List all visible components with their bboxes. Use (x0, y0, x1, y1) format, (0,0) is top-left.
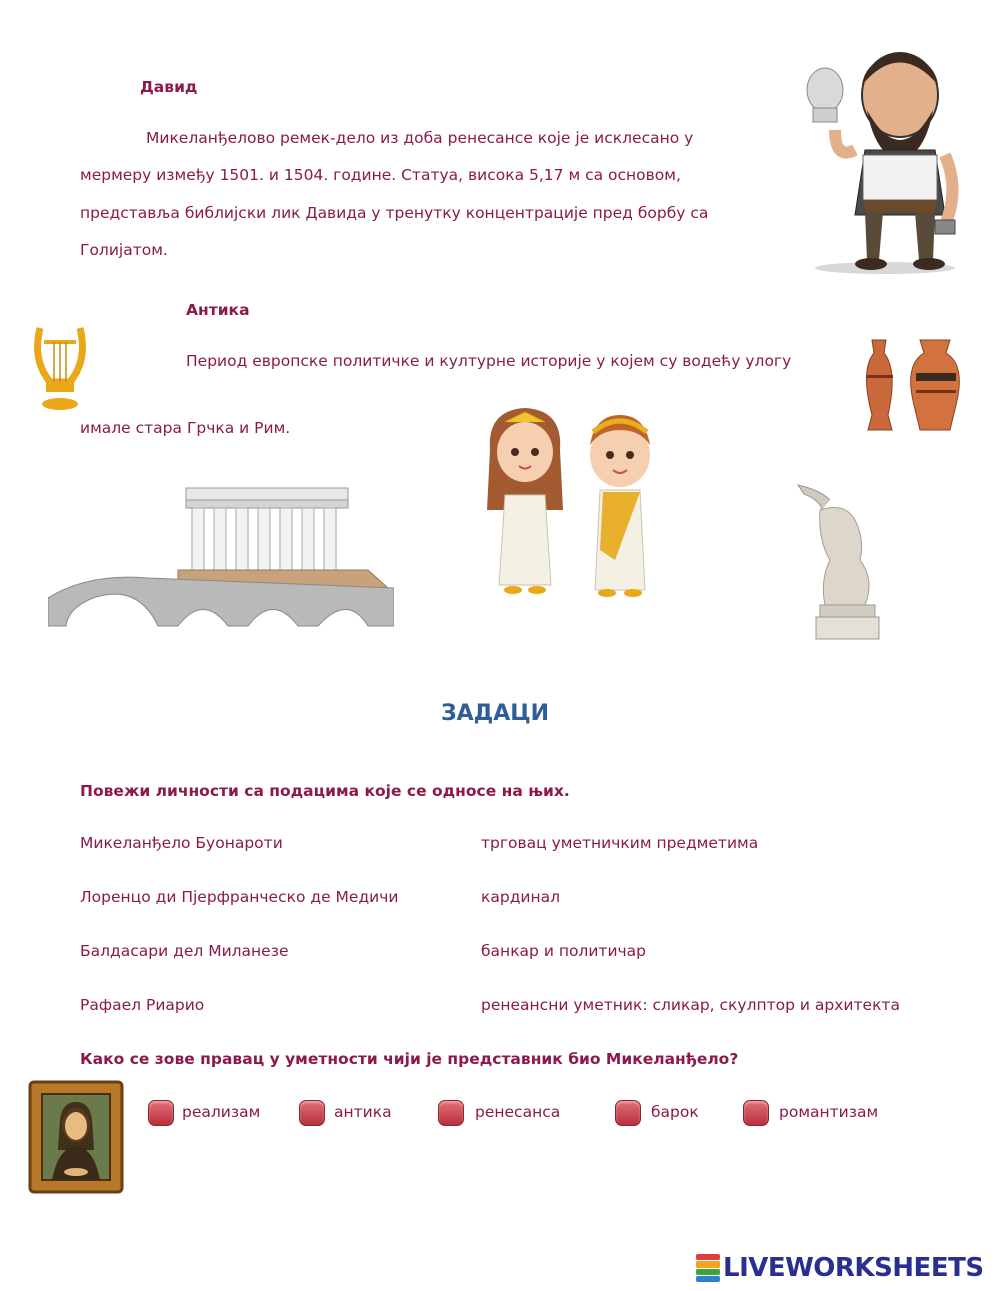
radio-option-renesansa[interactable] (438, 1100, 464, 1126)
antika-text-line-1: Период европске политичке и културне историје у којем су водећу улогу (186, 352, 792, 370)
fact-item[interactable]: кардинал (481, 888, 561, 906)
venus-statue-illustration (790, 480, 890, 645)
fact-item[interactable]: трговац уметничким предметима (481, 834, 759, 852)
radio-option-romantizam[interactable] (743, 1100, 769, 1126)
task2-prompt: Како се зове правац у уметности чији је представник био Микеланђело? (80, 1050, 739, 1068)
radio-option-barok[interactable] (615, 1100, 641, 1126)
temple-illustration (48, 478, 394, 628)
david-text-line-4: Голијатом. (80, 241, 168, 259)
option-label-romantizam[interactable]: романтизам (779, 1103, 879, 1121)
option-label-realism[interactable]: реализам (182, 1103, 261, 1121)
person-item[interactable]: Микеланђело Буонароти (80, 834, 283, 852)
task1-prompt: Повежи личности са подацима које се односе на њих. (80, 782, 570, 800)
mona-lisa-picture-icon (28, 1080, 124, 1194)
liveworksheets-logo (696, 1253, 984, 1283)
radio-option-antika[interactable] (299, 1100, 325, 1126)
michelangelo-illustration (795, 40, 975, 275)
fact-item[interactable]: ренеансни уметник: сликар, скулптор и архитекта (481, 996, 900, 1014)
david-text-line-2: мермеру између 1501. и 1504. године. Статуа, висока 5,17 м са основом, (80, 166, 681, 184)
option-label-renesansa[interactable]: ренесанса (475, 1103, 561, 1121)
option-label-barok[interactable]: барок (651, 1103, 699, 1121)
tasks-title: ЗАДАЦИ (441, 701, 550, 726)
david-text-line-3: представља библијски лик Давида у тренутку концентрације пред борбу са (80, 204, 709, 222)
lyre-icon (30, 320, 90, 412)
greek-children-illustration (475, 400, 675, 600)
person-item[interactable]: Рафаел Риарио (80, 996, 205, 1014)
person-item[interactable]: Лоренцо ди Пјерфранческо де Медичи (80, 888, 399, 906)
antika-heading: Антика (186, 301, 250, 319)
fact-item[interactable]: банкар и политичар (481, 942, 647, 960)
vases-icon (858, 335, 968, 435)
person-item[interactable]: Балдасари дел Миланезе (80, 942, 289, 960)
radio-option-realism[interactable] (148, 1100, 174, 1126)
liveworksheets-logo-text: LIVEWORKSHEETS (723, 1253, 984, 1283)
david-heading: Давид (140, 78, 198, 96)
antika-text-line-2: имале стара Грчка и Рим. (80, 419, 291, 437)
option-label-antika[interactable]: антика (334, 1103, 392, 1121)
liveworksheets-logo-icon (696, 1254, 720, 1282)
david-text-line-1: Микеланђелово ремек-дело из доба ренесансе које је исклесано у (146, 129, 694, 147)
